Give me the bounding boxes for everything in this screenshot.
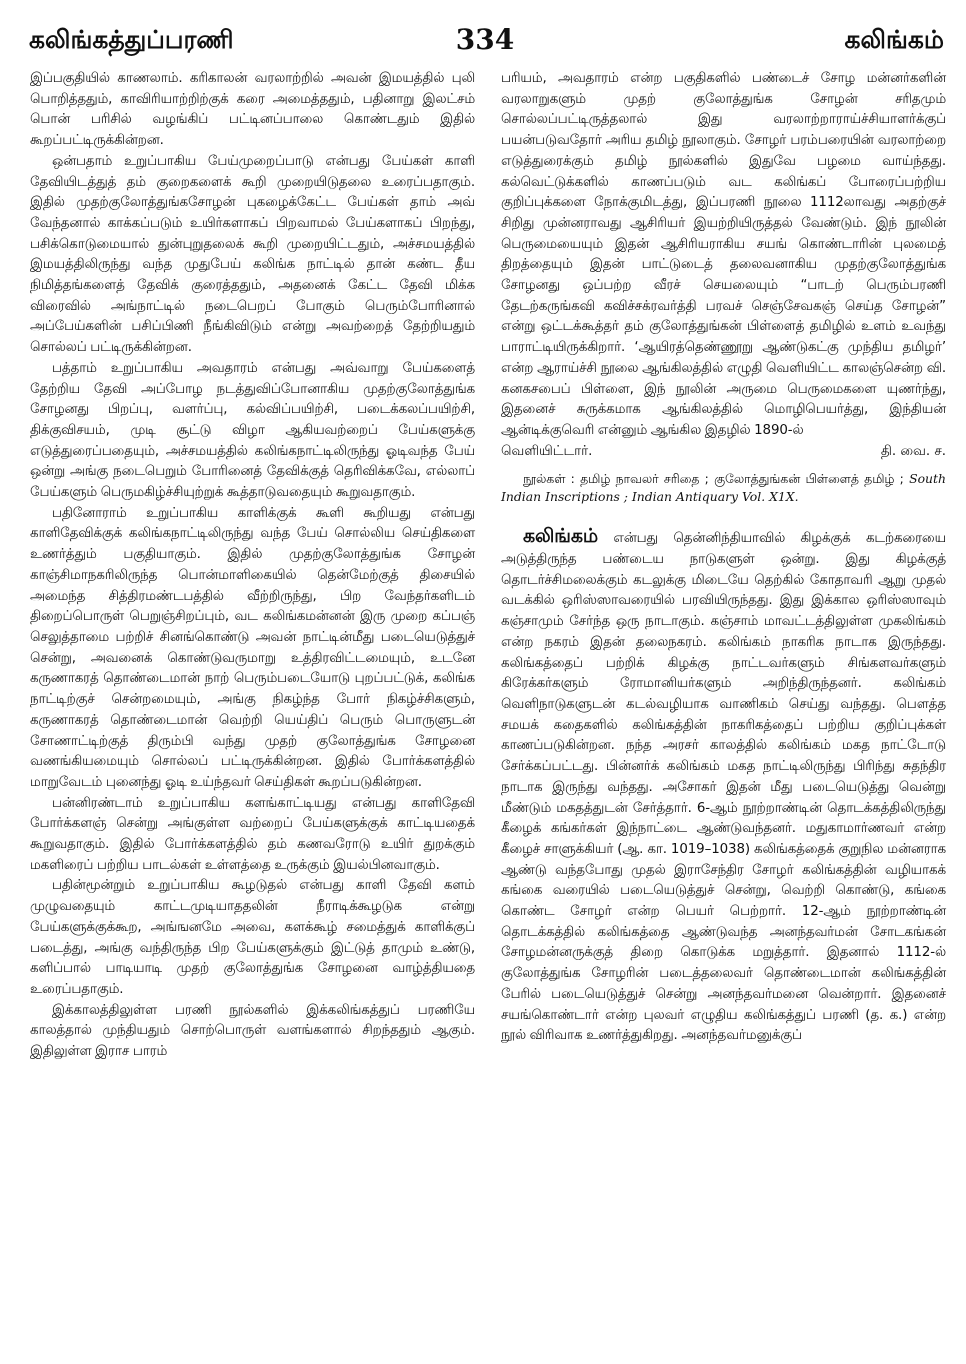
left-paragraph-7: இக்காலத்திலுள்ள பரணி நூல்களில் இக்கலிங்கத்துப் பரணியே காலத்தால் முந்தியதும் சொற்பொருள் வளங்களால் சிறந்ததும் ஆகும். இதிலுள்ள இராச பாரம்	[30, 1002, 475, 1060]
left-column	[30, 69, 475, 1063]
paragraph-end-text: வெளியிட்டார்.	[501, 443, 593, 459]
author-signature: தி. வை. ச.	[880, 443, 946, 459]
left-paragraph-3: பத்தாம் உறுப்பாகிய அவதாரம் என்பது அவ்வாறு பேய்களைத் தேற்றிய தேவி அப்போழ நடத்துவிப்போனாகிய முதற்குலோத்துங்க சோழனது பிறப்பு, வளர்ப்பு, கல்விப்பயிற்சி, படைக்கலப்பயிற்சி, திக்குவிசயம், முடி சூட்டு விழா ஆகியவற்றைப் பேய்களுக்கு எடுத்துரைப்பதையும், அச்சமயத்தில் கலிங்கநாட்டிலிருந்து ஓடிவந்த பேய் ஒன்று அங்கு நடைபெறும் போரினைத் தேவிக்குத் தெரிவிக்கவே, எல்லாப் பேய்களும் பெருமகிழ்ச்சியுற்றுக் கூத்தாடுவதையும் கூறுவதாகும்.	[30, 360, 475, 501]
references-english: South Indian Inscriptions ; Indian Antiquary Vol. X1X.	[501, 471, 946, 505]
page-header	[0, 20, 966, 64]
running-title-left: கலிங்கத்துப்பரணி	[29, 25, 234, 54]
right-column	[501, 69, 946, 1047]
entry-keyword: கலிங்கம்	[523, 525, 599, 548]
references	[501, 470, 946, 506]
signature-line	[501, 442, 946, 463]
entry-body: என்பது தென்னிந்தியாவில் கிழக்குக் கடற்கரையை அடுத்திருந்த பண்டைய நாடுகளுள் ஒன்று. இது கிழக்குத் தொடர்ச்சிமலைக்கும் கடலுக்கு மிடையே தெற்கில் கோதாவரி ஆறு முதல் வடக்கில் ஒரிஸ்ஸாவரையில் பரவியிருந்தது. இது இக்கால ஒரிஸ்ஸாவும் கஞ்சாமும் சேர்ந்த ஒரு நாடாகும். கஞ்சாம் மாவட்டத்திலுள்ள முகலிங்கம் என்ற நகரம் இதன் தலைநகரம். கலிங்கம் நாகரிக நாடாக இருந்தது. கலிங்கத்தைப் பற்றிக் கிழக்கு நாட்டவர்களும் சிங்களவர்களும் கிரேக்கர்களும் ரோமானியர்களும் அறிந்திருந்தனர். கலிங்கம் வெளிநாடுகளுடன் கடல்வழியாக வாணிகம் செய்து வந்தது. பௌத்த சமயக் கதைகளில் கலிங்கத்தின் நாகரிகத்தைப் பற்றிய குறிப்புக்கள் காணப்படுகின்றன. நந்த அரசர் காலத்தில் கலிங்கம் மகத நாட்டோடு சேர்க்கப்பட்டது. பின்னர்க் கலிங்கம் மகத நாட்டிலிருந்து பிரிந்து சுதந்திர நாடாக இருந்து வந்தது. அசோகர் இதன் மீது படையெடுத்து வென்று மீண்டும் மகதத்துடன் சேர்த்தார். 6-ஆம் நூற்றாண்டின் தொடக்கத்திலிருந்து கீழைக் கங்கர்கள் இந்நாட்டை ஆண்டுவந்தனர். மதுகாமார்ணவர் என்ற கீழைச் சாளுக்கியர் (ஆ. கா. 1019–1038) கலிங்கத்தைக் குறுநில மன்னராக ஆண்டு வந்தபோது முதல் இராசேந்திர சோழர் கலிங்கத்தின் வழியாகக் கங்கை வரையில் படையெடுத்துச் சென்று, வெற்றி கொண்டு, கங்கை கொண்ட சோழர் என்ற பெயர் பெற்றார். 12-ஆம் நூற்றாண்டின் தொடக்கத்தில் கலிங்கத்தை ஆண்டுவந்த அனந்தவர்மன் சோடகங்கன் சோழமன்னருக்குத் திறை கொடுக்க மறுத்தார். இதனால் 1112-ல் குலோத்துங்க சோழரின் படைத்தலைவர் தொண்டைமான் கலிங்கத்தின் பேரில் படையெடுத்துச் சென்று அனந்தவர்மனை வென்றார். இதனைச் சயங்கொண்டார் என்ற புலவர் எழுதிய கலிங்கத்துப் பரணி (த. க.) என்ற நூல் விரிவாக உணர்த்துகிறது. அனந்தவர்மனுக்குப்	[501, 531, 946, 1044]
right-paragraph-1: பரியம், அவதாரம் என்ற பகுதிகளில் பண்டைச் சோழ மன்னர்களின் வரலாறுகளும் முதற் குலோத்துங்க சோழன் சரிதமும் சொல்லப்பட்டிருத்தலால் இது வரலாற்றாராய்ச்சியாளர்க்குப் பயன்படுவதோர் அரிய தமிழ் நூலாகும். சோழர் பரம்பரையின் வரலாற்றை எடுத்துரைக்கும் தமிழ் நூல்களில் இதுவே பழமை வாய்ந்தது. கல்வெட்டுக்களில் காணப்படும் வட கலிங்கப் போரைப்பற்றிய குறிப்புக்களை நோக்குமிடத்து, இப்பரணி நூலை 1112லாவது அதற்குச் சிறிது முன்னராவது ஆசிரியர் இயற்றியிருத்தல் வேண்டும். இந் நூலின் பெருமையையும் இதன் ஆசிரியராகிய சயங் கொண்டாரின் புலமைத் திறத்தையும் இதன் பாட்டுடைத் தலைவனாகிய முதற்குலோத்துங்க சோழனது ஒப்பற்ற வீரச் செயலையும் “பாடற் பெரும்பரணி தேடற்கருங்கவி கவிச்சக்ரவர்த்தி பரவச் செஞ்சேவகஞ் செய்த சோழன்” என்று ஒட்டக்கூத்தர் தம் குலோத்துங்கன் பிள்ளைத் தமிழில் உளம் உவந்து பாராட்டியிருக்கிறார். ‘ஆயிரத்தெண்ணூறு ஆண்டுகட்கு முந்திய தமிழர்’ என்ற ஆராய்ச்சி நூலை ஆங்கிலத்தில் எழுதி வெளியிட்ட காலஞ்சென்ற வி. கனகசபைப் பிள்ளை, இந் நூலின் அருமை பெருமைகளை யுணர்ந்து, இதனைச் சுருக்கமாக ஆங்கிலத்தில் மொழிபெயர்த்து, இந்தியன் ஆன்டிக்குவெரி என்னும் ஆங்கில இதழில் 1890-ல்	[501, 71, 946, 438]
references-label: நூல்கள் :	[523, 471, 575, 487]
left-paragraph-5: பன்னிரண்டாம் உறுப்பாகிய களங்காட்டியது என்பது காளிதேவி போர்க்களஞ் சென்று அங்குள்ள வற்றைப் பேய்களுக்குக் காட்டியதைக் கூறுவதாகும். இதில் போர்க்களத்தில் தம் கணவரோடு உயிர் துறக்கும் மகளிரைப் பற்றிய பாடல்கள் உள்ளத்தை உருக்கும் இயல்பினவாகும்.	[30, 795, 475, 873]
page-number: 334	[455, 23, 515, 56]
left-paragraph-2: ஒன்பதாம் உறுப்பாகிய பேய்முறைப்பாடு என்பது பேய்கள் காளி தேவியிடத்துத் தம் குறைகளைக் கூறி முறையிடுதலை உரைப்பதாகும். இதில் முதற்குலோத்துங்கசோழன் புகழைக்கேட்ட பேய்கள் தாம் அவ் வேந்தனால் காக்கப்படும் உயிர்களாகப் பிறவாமல் பேய்களாகப் பிறந்து, பசிக்கொடுமையால் துன்புறுதலைக் கூறி முறையிட்டதும், அச்சமயத்தில் இமயத்திலிருந்து வந்த முதுபேய் கலிங்க நாட்டில் தான் கண்ட தீய நிமித்தங்களைத் தேவிக் குரைத்ததும், அதனைக் கேட்ட தேவி மிக்க விரைவில் அங்நாட்டில் நடைபெறப் போகும் பெரும்போரினால் அப்பேய்களின் பசிப்பிணி நீங்கிவிடும் என்று அவற்றைத் தேற்றியதும் சொல்லப் பட்டிருக்கின்றன.	[30, 153, 475, 356]
running-title-right: கலிங்கம்	[844, 25, 944, 54]
entry-separator	[501, 506, 946, 526]
left-paragraph-4: பதினோராம் உறுப்பாகிய காளிக்குக் கூளி கூறியது என்பது காளிதேவிக்குக் கலிங்கநாட்டிலிருந்து வந்த பேய் சொல்லிய செய்திகளை உணர்த்தும் பகுதியாகும். இதில் முதற்குலோத்துங்க சோழன் காஞ்சிமாநகரிலிருந்த பொன்மாளிகையில் தென்மேற்குத் திசையில் அமைந்த சித்திரமண்டபத்தில் வீற்றிருந்து, பிற வேந்தர்களிடம் திறைப்பொருள் பெறுஞ்சிறப்பும், வட கலிங்கமன்னன் இரு முறை கப்பஞ் செலுத்தாமை பற்றிச் சினங்கொண்டு அவன் நாட்டின்மீது படையெடுத்துச் சென்று, அவனைக் கொண்டுவருமாறு உத்திரவிட்டமையும், உடனே கருணாகரத் தொண்டைமான் நாற் பெரும்படையோடு புறப்பட்டுக், கலிங்க நாட்டிற்குச் சென்றமையும், அங்கு நிகழ்ந்த போர் நிகழ்ச்சிகளும், கருணாகரத் தொண்டைமான் வெற்றி யெய்திப் பெரும் பொருளுடன் சோணாட்டிற்குத் திரும்பி வந்து முதற் குலோத்துங்க சோழனை வணங்கியமையும் சொல்லப் பட்டிருக்கின்றன. இதில் போர்க்களத்தில் மாறுவேடம் புனைந்து ஓடி உய்ந்தவர் செய்திகள் கூறப்படுகின்றன.	[30, 505, 475, 790]
left-paragraph-1: இப்பகுதியில் காணலாம். கரிகாலன் வரலாற்றில் அவன் இமயத்தில் புலி பொறித்ததும், காவிரியாற்றிற்குக் கரை அமைத்ததும், பதினாறு இலட்சம் பொன் பரிசில் வழங்கிப் பட்டினப்பாலை கொண்டதும் இதில் கூறப்பட்டிருக்கின்றன.	[30, 71, 475, 149]
entry-kalingam	[501, 526, 946, 1047]
references-tamil: தமிழ் நாவலர் சரிதை ; குலோத்துங்கன் பிள்ளைத் தமிழ் ;	[580, 471, 904, 487]
left-paragraph-6: பதின்மூன்றும் உறுப்பாகிய கூழடுதல் என்பது காளி தேவி களம் முழுவதையும் காட்டமுடியாததலின் நீராடிக்கூழடுக என்று பேய்களுக்குக்கூற, அங்ஙனமே அவை, களக்கூழ் சமைத்துக் காளிக்குப் படைத்து, அங்கு வந்திருந்த பிற பேய்களுக்கும் இட்டுத் தாமும் உண்டு, களிப்பால் பாடியாடி முதற் குலோத்துங்க சோழனை வாழ்த்தியதை உரைப்பதாகும்.	[30, 878, 475, 997]
